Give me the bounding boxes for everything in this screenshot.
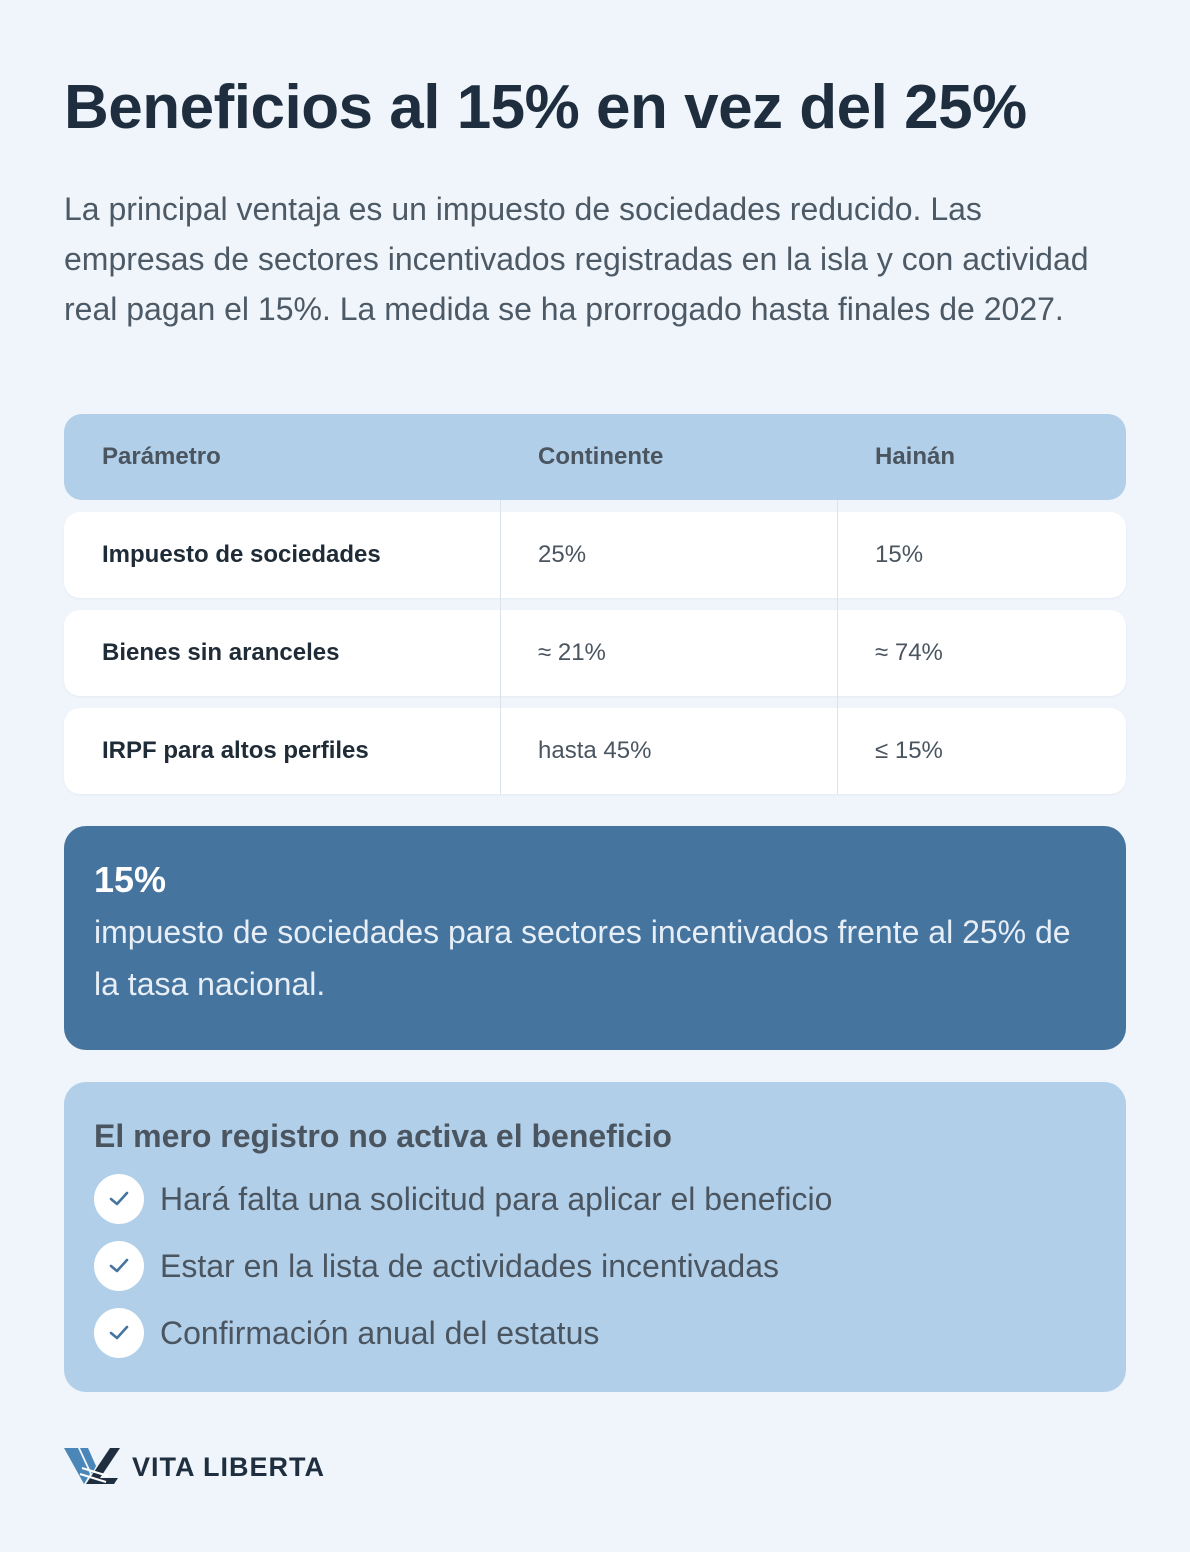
list-item	[94, 1174, 1096, 1224]
requirements-list	[94, 1174, 1096, 1358]
intro-paragraph: La principal ventaja es un impuesto de sociedades reducido. Las empresas de sectores incentivados registradas en la isla y con actividad real pagan el 15%. La medida se ha prorrogado hasta finales de 2027.	[64, 191, 1089, 327]
table-cell-hainan: ≈ 74%	[875, 639, 943, 666]
table-header-cell: Continente	[538, 443, 664, 470]
requirements-card	[64, 1082, 1126, 1392]
check-icon	[94, 1308, 144, 1358]
list-item-label: Confirmación anual del estatus	[160, 1314, 600, 1351]
table-cell-continent: ≈ 21%	[538, 639, 606, 666]
table-cell-continent: hasta 45%	[538, 737, 652, 764]
check-icon	[94, 1174, 144, 1224]
brand-name: VITA LIBERTA	[132, 1452, 325, 1482]
highlight-card	[64, 826, 1126, 1050]
page-title: Beneficios al 15% en vez del 25%	[64, 73, 1027, 142]
table-header-cell: Parámetro	[102, 443, 221, 470]
table-cell-parameter: Bienes sin aranceles	[102, 639, 340, 666]
list-item	[94, 1308, 1096, 1358]
highlight-text: impuesto de sociedades para sectores incentivados frente al 25% de la tasa nacional.	[94, 914, 1071, 1002]
list-item-label: Hará falta una solicitud para aplicar el beneficio	[160, 1180, 833, 1217]
table-cell-continent: 25%	[538, 541, 587, 568]
column-divider	[837, 500, 838, 794]
list-item-label: Estar en la lista de actividades incentivadas	[160, 1247, 780, 1284]
table-cell-hainan: ≤ 15%	[875, 737, 943, 764]
check-icon	[94, 1241, 144, 1291]
comparison-table	[64, 414, 1126, 794]
vita-liberta-logo-icon	[64, 1444, 120, 1491]
table-header-row	[64, 414, 1126, 500]
table-cell-parameter: Impuesto de sociedades	[102, 541, 381, 568]
table-cell-hainan: 15%	[875, 541, 924, 568]
requirements-title: El mero registro no activa el beneficio	[94, 1118, 672, 1154]
table-row	[64, 512, 1126, 598]
table-row	[64, 708, 1126, 794]
highlight-value: 15%	[94, 859, 167, 900]
column-divider	[500, 500, 501, 794]
brand-logo	[64, 1444, 325, 1491]
table-row	[64, 610, 1126, 696]
table-header-cell: Hainán	[875, 443, 956, 470]
table-cell-parameter: IRPF para altos perfiles	[102, 737, 369, 764]
list-item	[94, 1241, 1096, 1291]
